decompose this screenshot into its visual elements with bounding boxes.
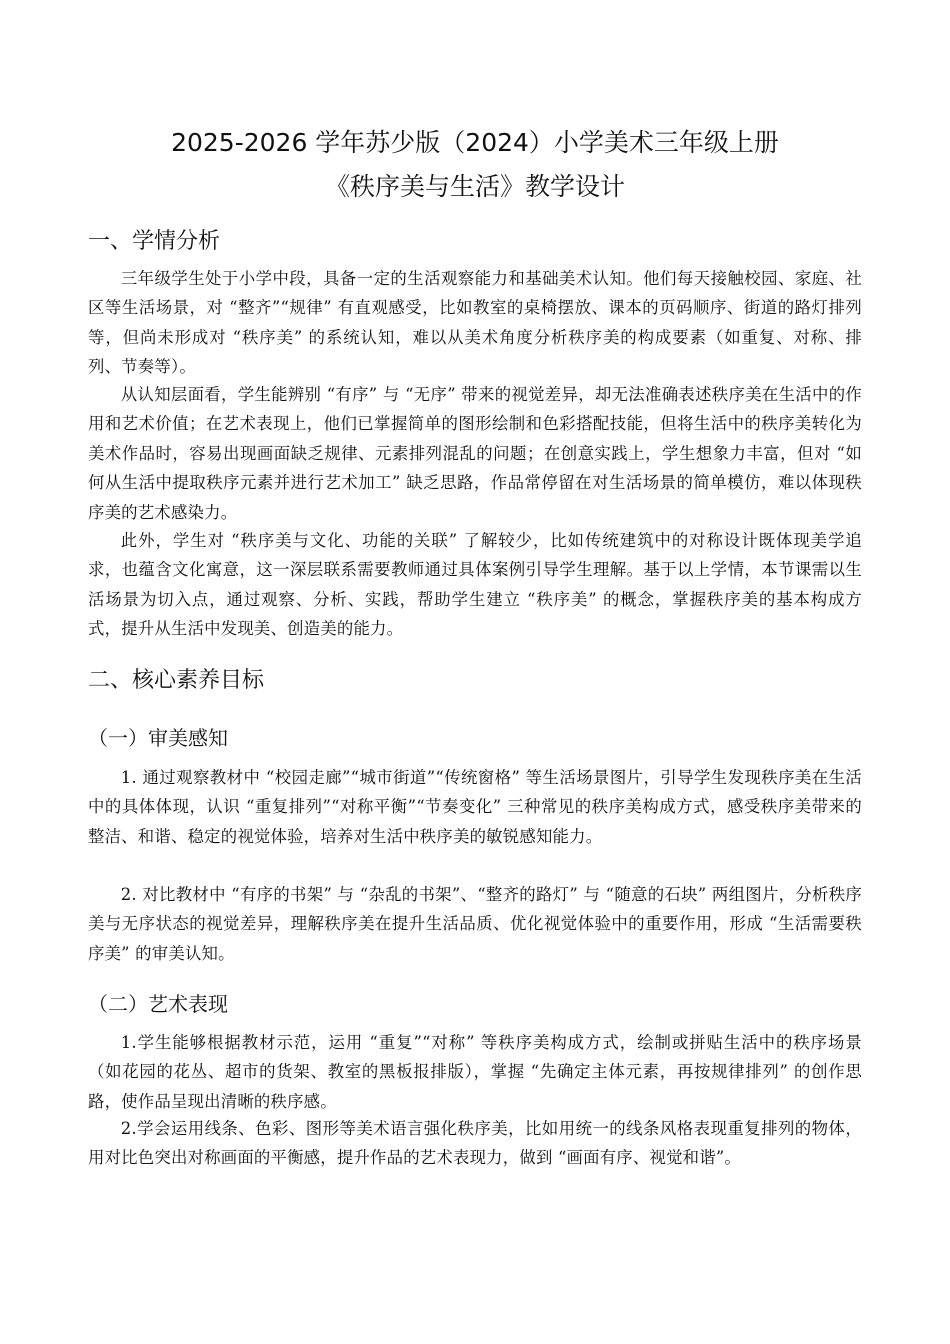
paragraph: 1. 通过观察教材中 “校园走廊”“城市街道”“传统窗格” 等生活场景图片，引导学生发现秩序美在生活中的具体体现，认识 “重复排列”“对称平衡”“节奏变化” 三种常见的秩序美构成方式，感受秩序美带来的整洁、和谐、稳定的视觉体验，培养对生活中秩序美的敏锐感知能力。	[88, 768, 862, 846]
paragraph: 从认知层面看，学生能辨别 “有序” 与 “无序” 带来的视觉差异，却无法准确表述秩序美在生活中的作用和艺术价值；在艺术表现上，他们已掌握简单的图形绘制和色彩搭配技能，但将生活中的秩序美转化为美术作品时，容易出现画面缺乏规律、元素排列混乱的问题；在创意实践上，学生想象力丰富，但对 “如何从生活中提取秩序元素并进行艺术加工” 缺乏思路，作品常停留在对生活场景的简单模仿，难以体现秩序美的艺术感染力。	[88, 385, 862, 522]
paragraph: 2.学会运用线条、色彩、图形等美术语言强化秩序美，比如用统一的线条风格表现重复排列的物体，用对比色突出对称画面的平衡感，提升作品的艺术表现力，做到 “画面有序、视觉和谐”。	[88, 1119, 862, 1168]
section-heading-core-literacy: 二、核心素养目标	[88, 668, 265, 693]
document-title-line-2: 《秩序美与生活》教学设计	[324, 172, 625, 201]
section-heading-learning-analysis: 一、学情分析	[88, 229, 221, 254]
paragraph: 1.学生能够根据教材示范，运用 “重复”“对称” 等秩序美构成方式，绘制或拼贴生活中的秩序场景（如花园的花丛、超市的货架、教室的黑板报排版），掌握 “先确定主体元素，再按规律排列” 的创作思路，使作品呈现出清晰的秩序感。	[88, 1033, 862, 1111]
paragraph: 2. 对比教材中 “有序的书架” 与 “杂乱的书架”、“整齐的路灯” 与 “随意的石块” 两组图片，分析秩序美与无序状态的视觉差异，理解秩序美在提升生活品质、优化视觉体验中的重要作用，形成 “生活需要秩序美” 的审美认知。	[88, 885, 862, 963]
paragraph: 此外，学生对 “秩序美与文化、功能的关联” 了解较少，比如传统建筑中的对称设计既体现美学追求，也蕴含文化寓意，这一深层联系需要教师通过具体案例引导学生理解。基于以上学情，本节课需以生活场景为切入点，通过观察、分析、实践，帮助学生建立 “秩序美” 的概念，掌握秩序美的基本构成方式，提升从生活中发现美、创造美的能力。	[88, 531, 862, 639]
paragraph: 三年级学生处于小学中段，具备一定的生活观察能力和基础美术认知。他们每天接触校园、家庭、社区等生活场景，对 “整齐”“规律” 有直观感受，比如教室的桌椅摆放、课本的页码顺序、街道的路灯排列等，但尚未形成对 “秩序美” 的系统认知，难以从美术角度分析秩序美的构成要素（如重复、对称、排列、节奏等）。	[88, 269, 862, 377]
subsection-heading-aesthetic-perception: （一）审美感知	[88, 726, 228, 750]
subsection-heading-artistic-expression: （二）艺术表现	[88, 992, 228, 1016]
document-title-line-1: 2025-2026 学年苏少版（2024）小学美术三年级上册	[171, 128, 779, 157]
